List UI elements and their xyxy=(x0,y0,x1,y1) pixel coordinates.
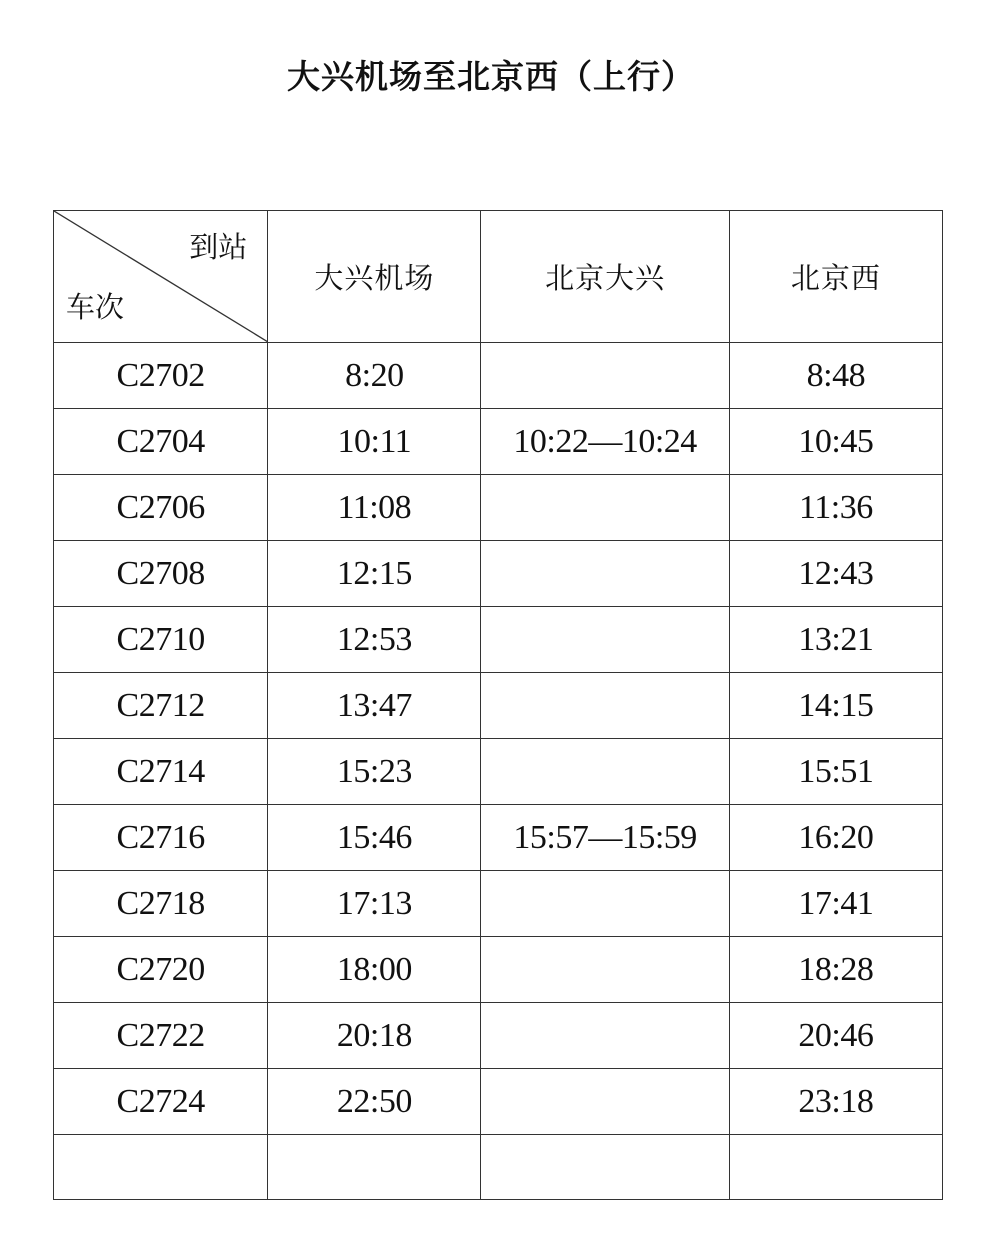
beijing-daxing-time-cell xyxy=(481,541,729,607)
table-row xyxy=(54,475,943,541)
daxing-airport-time-cell: 12:53 xyxy=(268,607,481,673)
beijing-west-time-cell: 8:48 xyxy=(729,343,942,409)
train-number-cell: C2716 xyxy=(54,805,268,871)
beijing-west-time-cell: 20:46 xyxy=(729,1003,942,1069)
table-row xyxy=(54,871,943,937)
daxing-airport-time-cell: 20:18 xyxy=(268,1003,481,1069)
beijing-west-time-cell: 14:15 xyxy=(729,673,942,739)
table-row xyxy=(54,343,943,409)
train-number-cell: C2708 xyxy=(54,541,268,607)
beijing-west-time-cell: 23:18 xyxy=(729,1069,942,1135)
train-number-cell: C2724 xyxy=(54,1069,268,1135)
beijing-west-time-cell: 18:28 xyxy=(729,937,942,1003)
daxing-airport-time-cell: 8:20 xyxy=(268,343,481,409)
beijing-west-time-cell: 10:45 xyxy=(729,409,942,475)
daxing-airport-time-cell: 11:08 xyxy=(268,475,481,541)
daxing-airport-time-cell: 17:13 xyxy=(268,871,481,937)
train-number-cell: C2702 xyxy=(54,343,268,409)
train-number-cell: C2704 xyxy=(54,409,268,475)
empty-cell xyxy=(729,1135,942,1200)
corner-header-cell xyxy=(54,211,268,343)
beijing-daxing-time-cell xyxy=(481,343,729,409)
table-row xyxy=(54,1003,943,1069)
empty-table-row xyxy=(54,1135,943,1200)
daxing-airport-time-cell: 12:15 xyxy=(268,541,481,607)
beijing-daxing-time-cell xyxy=(481,1069,729,1135)
station-header-beijing-west: 北京西 xyxy=(729,211,942,343)
beijing-daxing-time-cell: 10:22—10:24 xyxy=(481,409,729,475)
timetable xyxy=(53,210,943,1200)
beijing-daxing-time-cell xyxy=(481,871,729,937)
train-number-cell: C2712 xyxy=(54,673,268,739)
beijing-daxing-time-cell: 15:57—15:59 xyxy=(481,805,729,871)
table-row xyxy=(54,805,943,871)
station-header-daxing-airport: 大兴机场 xyxy=(268,211,481,343)
beijing-west-time-cell: 12:43 xyxy=(729,541,942,607)
table-row xyxy=(54,673,943,739)
beijing-daxing-time-cell xyxy=(481,475,729,541)
train-number-cell: C2720 xyxy=(54,937,268,1003)
station-header-beijing-daxing: 北京大兴 xyxy=(481,211,729,343)
beijing-west-time-cell: 15:51 xyxy=(729,739,942,805)
empty-cell xyxy=(268,1135,481,1200)
table-row xyxy=(54,739,943,805)
daxing-airport-time-cell: 13:47 xyxy=(268,673,481,739)
table-row xyxy=(54,541,943,607)
empty-cell xyxy=(481,1135,729,1200)
daxing-airport-time-cell: 10:11 xyxy=(268,409,481,475)
train-number-cell: C2706 xyxy=(54,475,268,541)
table-row xyxy=(54,937,943,1003)
empty-cell xyxy=(54,1135,268,1200)
daxing-airport-time-cell: 18:00 xyxy=(268,937,481,1003)
daxing-airport-time-cell: 15:23 xyxy=(268,739,481,805)
beijing-daxing-time-cell xyxy=(481,739,729,805)
beijing-west-time-cell: 16:20 xyxy=(729,805,942,871)
beijing-daxing-time-cell xyxy=(481,607,729,673)
beijing-west-time-cell: 13:21 xyxy=(729,607,942,673)
table-row xyxy=(54,409,943,475)
beijing-daxing-time-cell xyxy=(481,937,729,1003)
beijing-west-time-cell: 11:36 xyxy=(729,475,942,541)
train-number-cell: C2710 xyxy=(54,607,268,673)
arrival-station-label: 到站 xyxy=(189,230,248,264)
timetable-body xyxy=(54,343,943,1200)
page-title: 大兴机场至北京西（上行） xyxy=(287,57,695,96)
table-row xyxy=(54,607,943,673)
beijing-west-time-cell: 17:41 xyxy=(729,871,942,937)
train-number-cell: C2722 xyxy=(54,1003,268,1069)
train-number-label: 车次 xyxy=(66,290,125,324)
daxing-airport-time-cell: 22:50 xyxy=(268,1069,481,1135)
table-row xyxy=(54,1069,943,1135)
train-number-cell: C2714 xyxy=(54,739,268,805)
daxing-airport-time-cell: 15:46 xyxy=(268,805,481,871)
beijing-daxing-time-cell xyxy=(481,1003,729,1069)
train-number-cell: C2718 xyxy=(54,871,268,937)
header-row xyxy=(54,211,943,343)
beijing-daxing-time-cell xyxy=(481,673,729,739)
